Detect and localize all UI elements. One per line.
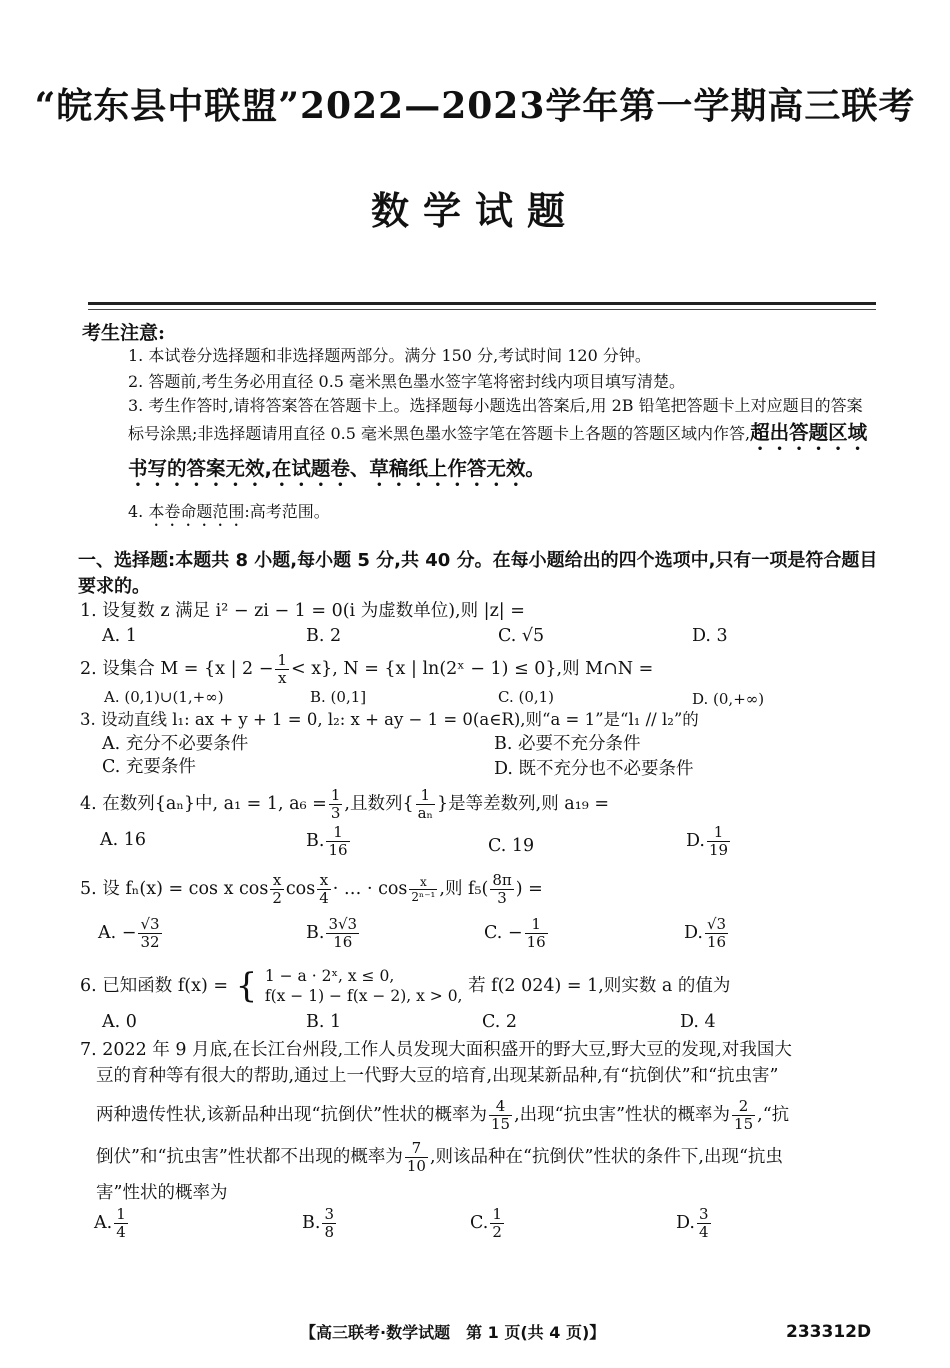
q5-option-a-den: 32 (140, 933, 160, 951)
q4-fraction-1 (329, 787, 343, 822)
notice-item-3 (128, 392, 878, 491)
q5-f1-den: 2 (272, 889, 282, 907)
q7-prob-1 (489, 1098, 512, 1133)
q7-option-c-fraction (490, 1206, 504, 1241)
q5-f4-den: 3 (497, 889, 507, 907)
q5-option-b-den: 16 (333, 933, 353, 951)
q5-stem-e: ) = (515, 879, 543, 899)
q3-option-c: C. 充要条件 (102, 757, 196, 777)
q5-f3-den: 2ⁿ⁻¹ (411, 890, 436, 904)
q7-option-b-fraction (322, 1206, 336, 1241)
q5-option-a-fraction (138, 916, 161, 951)
q5-option-b (306, 916, 361, 951)
q7-option-d-label: D. (676, 1213, 695, 1233)
notice-item-2: 2. 答题前,考生务必用直径 0.5 毫米黑色墨水签字笔将密封线内项目填写清楚。 (128, 372, 686, 391)
notice-item-1: 1. 本试卷分选择题和非选择题两部分。满分 150 分,考试时间 120 分钟。 (128, 346, 651, 365)
q7-p1-num: 4 (489, 1098, 512, 1116)
q5-option-c-fraction (525, 916, 548, 951)
q7-line3-a: 两种遗传性状,该新品种出现“抗倒伏”性状的概率为 (96, 1105, 487, 1125)
q4-option-b-label: B. (306, 831, 325, 851)
q1-option-a: A. 1 (102, 626, 137, 646)
q7-option-a-num: 1 (116, 1205, 126, 1223)
header-rule (88, 302, 876, 305)
q5-option-d (684, 916, 730, 951)
q5-fraction-4 (490, 872, 513, 907)
q7-option-c-num: 1 (492, 1205, 502, 1223)
notice-item-4-suffix: :高考范围。 (244, 502, 330, 521)
q4-option-d-num: 1 (707, 824, 730, 842)
q2-fraction (275, 652, 289, 687)
q5-fraction-1 (270, 872, 284, 907)
q4-frac2-den: aₙ (417, 804, 434, 822)
q5-option-a-num: √3 (140, 915, 160, 933)
question-4-stem (80, 787, 890, 822)
q5-stem-a: 5. 设 fₙ(x) = cos x cos (80, 879, 269, 899)
q5-fraction-2 (317, 872, 331, 907)
question-7-line-4 (96, 1140, 896, 1175)
q7-option-b-num: 3 (324, 1205, 334, 1223)
notice-item-3-text: 3. 考生作答时,请将答案答在答题卡上。选择题每小题选出答案后,用 2B 铅笔把答题卡上对应题目的答案标号涂黑;非选择题请用直径 0.5 毫米黑色墨水签字笔在答题卡上各题的答题区域内作答, (128, 396, 863, 443)
q5-option-b-num: 3√3 (328, 915, 358, 933)
notice-heading: 考生注意: (82, 322, 166, 344)
q7-prob-2 (732, 1098, 755, 1133)
q6-case-1: 1 − a · 2ˣ, x ≤ 0, (264, 967, 395, 985)
header-rule-thin (88, 309, 876, 310)
q7-option-b (302, 1206, 338, 1241)
q2-option-c: C. (0,1) (498, 688, 555, 706)
notice-item-4-prefix: 4. (128, 502, 149, 521)
q5-stem-b: cos (285, 879, 316, 899)
q7-option-d-num: 3 (698, 1205, 709, 1223)
q2-stem-b: < x}, N = {x | ln(2ˣ − 1) ≤ 0},则 M∩N = (290, 659, 654, 679)
q7-line3-b: ,出现“抗虫害”性状的概率为 (514, 1105, 731, 1125)
q4-frac1-num: 1 (330, 786, 341, 804)
question-5-stem (80, 872, 890, 907)
q7-option-d (676, 1206, 713, 1241)
q2-frac-den: x (277, 669, 287, 687)
q3-option-d: D. 既不充分也不必要条件 (494, 759, 694, 779)
q6-stem-b: 若 f(2 024) = 1,则实数 a 的值为 (468, 976, 731, 996)
q4-option-a: A. 16 (100, 830, 147, 850)
notice-item-4 (128, 498, 878, 530)
q5-option-d-den: 16 (706, 933, 727, 951)
q2-frac-num: 1 (277, 651, 287, 669)
q5-option-b-fraction (326, 916, 359, 951)
q5-f2-den: 4 (319, 889, 329, 907)
q7-prob-3 (405, 1140, 428, 1175)
q5-option-a-label: A. − (98, 923, 137, 943)
q5-option-a (98, 916, 164, 951)
q7-p1-den: 15 (490, 1115, 511, 1133)
q7-p2-den: 15 (734, 1115, 754, 1133)
q6-option-d: D. 4 (680, 1012, 716, 1032)
q5-f3-num: x (409, 875, 437, 890)
question-2-stem (80, 652, 890, 687)
q5-option-d-fraction (705, 916, 728, 951)
q6-brace-icon: { (235, 966, 258, 1006)
q5-option-c (484, 916, 550, 951)
q6-option-c: C. 2 (482, 1012, 518, 1032)
exam-title: “皖东县中联盟”2022—2023学年第一学期高三联考 (34, 85, 916, 127)
question-7-line-3 (96, 1098, 896, 1133)
q7-p3-den: 10 (406, 1157, 426, 1175)
q4-option-b-num: 1 (326, 824, 349, 842)
q7-option-d-den: 4 (698, 1223, 709, 1241)
q6-option-b: B. 1 (306, 1012, 342, 1032)
q4-option-b-fraction (326, 824, 349, 859)
q7-option-a-label: A. (94, 1213, 113, 1233)
notice-item-4-dotted: 本卷命题范围 (148, 502, 245, 521)
q7-option-d-fraction (697, 1206, 711, 1241)
q4-option-c: C. 19 (488, 836, 535, 856)
q4-stem-b: ,且数列{ (344, 794, 414, 814)
question-7-line-1: 7. 2022 年 9 月底,在长江台州段,工作人员发现大面积盛开的野大豆,野大豆的发现,对我国大 (80, 1040, 792, 1060)
footer-code: 233312D (786, 1322, 872, 1342)
q6-stem-a: 6. 已知函数 f(x) = (80, 976, 229, 996)
q2-option-a: A. (0,1)∪(1,+∞) (104, 688, 224, 706)
q5-option-d-label: D. (684, 923, 703, 943)
q7-option-b-den: 8 (324, 1223, 334, 1241)
q7-option-c (470, 1206, 506, 1241)
q2-option-b: B. (0,1] (310, 688, 367, 706)
q1-option-b: B. 2 (306, 626, 342, 646)
question-7-line-5: 害”性状的概率为 (96, 1183, 228, 1203)
q2-stem-a: 2. 设集合 M = {x | 2 − (80, 659, 274, 679)
q5-stem-c: · … · cos (332, 879, 408, 899)
q4-option-d-den: 19 (708, 841, 729, 859)
q6-case-2: f(x − 1) − f(x − 2), x > 0, (264, 987, 463, 1005)
notice-item-3-emphasis: 超出答题区域书写的答案无效,在试题卷、草稿纸上作答无效。 (128, 421, 868, 480)
q5-fraction-3 (409, 875, 437, 904)
q7-option-c-den: 2 (492, 1223, 502, 1241)
q1-option-c: C. √5 (498, 626, 545, 646)
q5-f2-num: x (317, 872, 331, 890)
section-heading: 一、选择题:本题共 8 小题,每小题 5 分,共 40 分。在每小题给出的四个选项中,只有一项是符合题目要求的。 (78, 550, 878, 597)
q6-option-a: A. 0 (102, 1012, 137, 1032)
question-7-line-2: 豆的育种等有很大的帮助,通过上一代野大豆的培育,出现某新品种,有“抗倒伏”和“抗虫害” (96, 1066, 779, 1086)
q5-option-c-label: C. − (484, 923, 523, 943)
q7-p3-num: 7 (405, 1140, 428, 1158)
question-6-stem (80, 966, 890, 1006)
q5-option-b-label: B. (306, 923, 325, 943)
q7-line4-a: 倒伏”和“抗虫害”性状都不出现的概率为 (96, 1147, 403, 1167)
q4-frac2-num: 1 (416, 787, 435, 805)
q5-option-d-num: √3 (706, 915, 727, 933)
q4-option-b (306, 824, 352, 859)
question-3-stem: 3. 设动直线 l₁: ax + y + 1 = 0, l₂: x + ay − 1 = 0(a∈R),则“a = 1”是“l₁ // l₂”的 (80, 710, 699, 729)
q5-f4-num: 8π (492, 871, 512, 889)
q7-option-a (94, 1206, 130, 1241)
q2-option-d: D. (0,+∞) (692, 690, 765, 708)
q4-option-b-den: 16 (328, 841, 348, 859)
q5-option-c-den: 16 (526, 933, 546, 951)
q7-option-a-fraction (114, 1206, 128, 1241)
q3-option-b: B. 必要不充分条件 (494, 734, 641, 754)
q7-line4-b: ,则该品种在“抗倒伏”性状的条件下,出现“抗虫 (429, 1147, 783, 1167)
q3-option-a: A. 充分不必要条件 (102, 734, 249, 754)
q1-option-d: D. 3 (692, 626, 728, 646)
q4-fraction-2 (416, 787, 435, 822)
q6-piecewise (265, 966, 463, 1006)
footer-page-label: 【高三联考·数学试题 第 1 页(共 4 页)】 (300, 1323, 606, 1342)
q5-f1-num: x (270, 872, 284, 890)
q7-line3-c: ,“抗 (757, 1105, 790, 1125)
q4-frac1-den: 3 (330, 804, 341, 822)
q7-p2-num: 2 (732, 1098, 755, 1116)
q7-option-a-den: 4 (116, 1223, 126, 1241)
q7-option-b-label: B. (302, 1213, 321, 1233)
q5-option-c-num: 1 (525, 916, 548, 934)
q4-stem-c: }是等差数列,则 a₁₉ = (437, 794, 609, 814)
q5-stem-d: ,则 f₅( (439, 879, 489, 899)
q4-option-d (686, 824, 732, 859)
q7-option-c-label: C. (470, 1213, 489, 1233)
q4-option-d-fraction (707, 824, 730, 859)
question-1-stem: 1. 设复数 z 满足 i² − zi − 1 = 0(i 为虚数单位),则 |z| = (80, 601, 525, 621)
q4-stem-a: 4. 在数列{aₙ}中, a₁ = 1, a₆ = (80, 794, 327, 814)
exam-subtitle: 数学试题 (370, 188, 579, 233)
q4-option-d-label: D. (686, 831, 705, 851)
